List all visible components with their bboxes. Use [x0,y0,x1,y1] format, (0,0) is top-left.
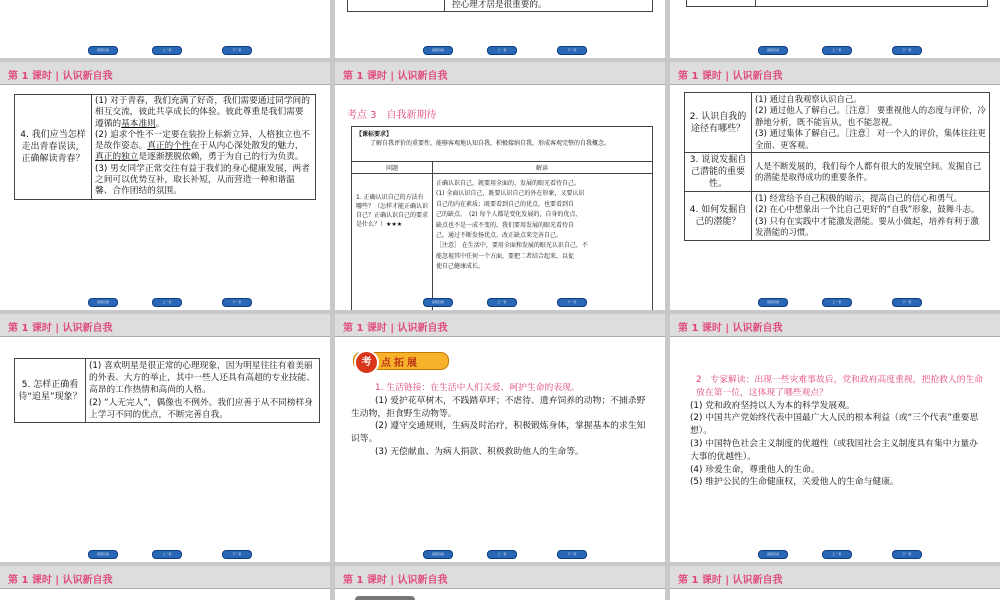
slide-bottom-middle [335,566,665,600]
slide-header [670,314,1000,337]
table-fragment [686,0,988,7]
slide-nav [0,298,330,306]
back-to-toc-button[interactable]: 返回目录 [758,46,788,55]
next-page-button[interactable]: 下一页 [222,46,252,55]
prev-page-button[interactable]: 上一页 [487,46,517,55]
prev-page-button[interactable]: 上一页 [822,298,852,307]
prev-page-button[interactable]: 上一页 [822,46,852,55]
badge-text: 点拓展 [381,358,420,369]
section-title: 考点 3 自我新期待 [347,110,437,121]
slide-header [0,314,330,337]
prev-page-button[interactable]: 上一页 [822,550,852,559]
slide-top-middle [335,0,665,58]
slide-header [335,62,665,85]
req-text: 了解自我评价的重要性，能够客观地认知自我，积极接纳自我，形成客观完整的自我概念。 [370,140,611,147]
table-fragment-text: 控心理才居是很重要的。 [452,0,547,10]
qa-table [684,92,990,241]
extension-content: 1. 生活链接：在生活中人们关爱、呵护生命的表现。 (1) 爱护花草树木，不践踏草坪；不虐待、遗弃饲养的动物；不捕杀野生动物，拒食野生动物等。 (2) 遵守交通规则，生病及时治疗，积极锻炼身体，掌握基本的求生知识等。 (3) 无偿献血、为病人捐款、积极救助他人的生命等。 [351,382,651,459]
header-title: 第 1 课时 | 认识新自我 [8,323,113,334]
curriculum-box [351,126,653,310]
header-title: 第 1 课时 | 认识新自我 [343,323,448,334]
back-to-toc-button[interactable]: 返回目录 [88,550,118,559]
back-to-toc-button[interactable]: 返回目录 [423,298,453,307]
slide-nav [670,550,1000,558]
qa-table [14,94,316,200]
next-page-button[interactable]: 下一页 [557,46,587,55]
answer-cell: 人是不断发展的，我们每个人都有很大的发展空间。发掘自己的潜能是取得成功的重要条件。 [752,153,990,192]
slide-8-extension [335,314,665,562]
expert-content: 2 专家解读：出现一些灾难事故后，党和政府高度重视，把抢救人的生命放在第一位，这体现了哪些观点？ (1) 党和政府坚持以人为本的科学发展观。 (2) 中国共产党始终代表中国最广大人民的根本利益（或“三个代表”重要思想）。 (3) 中国特色社会主义制度的优越性（或我国社会主义制度具有集中力量办大事的优越性）。 (4) 珍爱生命，尊重他人的生命。 (5) 维护公民的生命健康权，关爱他人的生命与健康。 [690,374,986,489]
back-to-toc-button[interactable]: 返回目录 [88,298,118,307]
expert-title: 2 专家解读：出现一些灾难事故后，党和政府高度重视，把抢救人的生命放在第一位，这体现了哪些观点？ [696,375,984,398]
answer-cell: (1) 喜欢明星是很正常的心理现象，因为明星往往有着美丽的外表、大方的举止，其中一些人还具有高超的专业技能、高昂的工作热情和高尚的人格。 (2) “人无完人”，偶像也不例外。我们应善于从不同榜样身上学习不同的优点，不断完善自我。 [86,359,320,423]
header-title: 第 1 课时 | 认识新自我 [678,71,783,82]
back-to-toc-button[interactable]: 返回目录 [88,46,118,55]
back-to-toc-button[interactable]: 返回目录 [423,550,453,559]
prev-page-button[interactable]: 上一页 [152,46,182,55]
slide-top-right [670,0,1000,58]
prev-page-button[interactable]: 上一页 [152,550,182,559]
slide-header [670,62,1000,85]
next-page-button[interactable]: 下一页 [892,550,922,559]
answer-cell: 正确认识自己，就要用全面的、发展的眼光看待自己。 (1) 全面认识自己，既要认识自己的外在形象，又要认识 自己的内在素质；既要看到自己的优点，也要看到自 己的缺点。 (2) 每个人都是变化发展的，自身的优点、 缺点也不是一成不变的。我们要用发展的眼光看待自 己，通过不断发扬优点、改正缺点来完善自己。 ［注意］ 在生活中，要用全面和发展的眼光认识自己，不 能忽视其中任何一个方面，要把二者结合起来，以促 使自己健康成长。 [436,180,588,271]
slide-nav [335,46,665,54]
slide-7-idol [0,314,330,562]
question-cell: 2. 认识自我的途径有哪些？ [685,93,752,153]
prev-page-button[interactable]: 上一页 [487,298,517,307]
extension-title: 1. 生活链接：在生活中人们关爱、呵护生命的表现。 [375,383,580,393]
answer-cell: (1) 经常给予自己积极的暗示，提高自己的信心和勇气。 (2) 在心中想象出一个比自己更好的“自我”形象，鼓舞斗志。 (3) 只有在实践中才能激发潜能。要从小做起，培养有利于激发潜能的习惯。 [752,192,990,241]
back-to-toc-button[interactable]: 返回目录 [758,550,788,559]
header-title: 第 1 课时 | 认识新自我 [8,71,113,82]
slide-nav [670,298,1000,306]
question-cell: 4. 如何发掘自己的潜能？ [685,192,752,241]
next-page-button[interactable]: 下一页 [892,298,922,307]
slide-4-youth [0,62,330,310]
slide-bottom-right [670,566,1000,600]
slide-bottom-left [0,566,330,600]
header-title: 第 1 课时 | 认识新自我 [678,323,783,334]
slide-nav [335,550,665,558]
table-fragment [347,0,653,12]
prev-page-button[interactable]: 上一页 [487,550,517,559]
header-title: 第 1 课时 | 认识新自我 [8,575,113,586]
slide-nav [670,46,1000,54]
slide-header [0,62,330,85]
badge-icon: 考 [354,350,379,375]
next-page-button[interactable]: 下一页 [557,550,587,559]
next-page-button[interactable]: 下一页 [222,298,252,307]
slide-nav [0,46,330,54]
slide-5-self-expectation [335,62,665,310]
next-page-button[interactable]: 下一页 [892,46,922,55]
slide-header [670,566,1000,589]
back-to-toc-button[interactable]: 返回目录 [758,298,788,307]
prev-page-button[interactable]: 上一页 [152,298,182,307]
back-to-toc-button[interactable]: 返回目录 [423,46,453,55]
slide-9-expert [670,314,1000,562]
slide-6-self-knowledge [670,62,1000,310]
slide-nav [335,298,665,306]
slide-top-left [0,0,330,58]
question-cell: 1. 正确认识自己的方法有哪些？（怎样才能正确认识自己？正确认识自己的要求是什么？）★★★ [356,194,429,228]
slide-header [0,566,330,589]
badge-fragment [355,596,415,600]
header-title: 第 1 课时 | 认识新自我 [678,575,783,586]
extension-badge [353,352,449,370]
header-title: 第 1 课时 | 认识新自我 [343,71,448,82]
col-header-question: 问题 [385,165,398,172]
next-page-button[interactable]: 下一页 [222,550,252,559]
slide-nav [0,550,330,558]
answer-cell: (1) 通过自我观察认识自己。 (2) 通过他人了解自己。［注意］ 要重视他人的态度与评价，冷静地分析，既不能盲从，也不能忽视。 (3) 通过集体了解自己。［注意］ 对一个人的评价，集体往往更全面、更客观。 [752,93,990,153]
slide-header [335,314,665,337]
question-cell: 5. 怎样正确看待“追星”现象？ [15,359,86,423]
question-cell: 3. 说说发掘自己潜能的重要性。 [685,153,752,192]
answer-cell: (1) 对于青春，我们充满了好奇，我们需要通过同学间的相互交流，彼此共享成长的体验。彼此尊重是我们需要遵循的基本准则。 (2) 追求个性不一定要在装扮上标新立异，人格独立也不是故作姿态。真正的个性在于从内心深处散发的魅力，真正的独立是逐渐摆脱依赖，勇于为自己的行为负责。 (3) 男女同学正常交往有益于我们的身心健康发展，两者之间可以优势互补，取长补短，从而营造一种和谐温馨、合作团结的氛围。 [92,95,316,200]
next-page-button[interactable]: 下一页 [557,298,587,307]
qa-table [14,358,320,423]
question-cell: 4. 我们应当怎样走出青春误读，正确解读青春？ [15,95,92,200]
slide-header [335,566,665,589]
header-title: 第 1 课时 | 认识新自我 [343,575,448,586]
col-header-interpretation: 解读 [535,165,548,172]
req-label: 【课标要求】 [356,131,393,138]
